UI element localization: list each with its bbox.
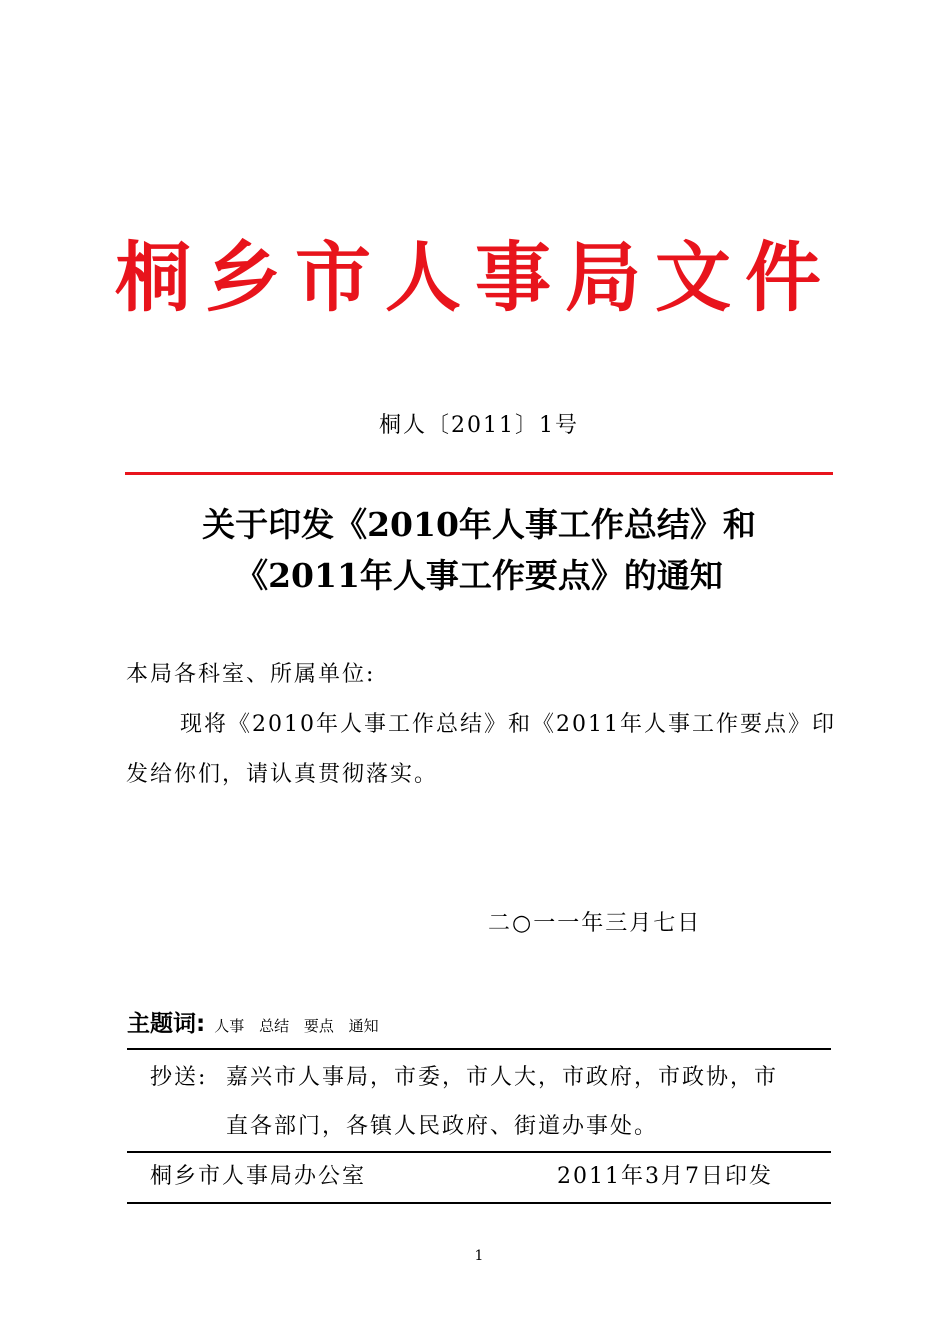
notice-title-line-1: 关于印发《2010年人事工作总结》和 [202, 505, 756, 544]
print-date: 2011年3月7日印发 [557, 1164, 773, 1189]
page-number: 1 [474, 1248, 484, 1264]
document-number: 桐人〔2011〕1号 [379, 413, 579, 438]
red-separator-line [125, 472, 833, 475]
issuing-office: 桐乡市人事局办公室 [150, 1164, 367, 1189]
keywords-terms: 人事 总结 要点 通知 [214, 1017, 379, 1035]
body-paragraph-line-1: 现将《2010年人事工作总结》和《2011年人事工作要点》印 [180, 712, 836, 737]
footer-rule-top [127, 1048, 831, 1050]
notice-title-line-2: 《2011年人事工作要点》的通知 [235, 556, 723, 595]
footer-rule-middle [127, 1151, 831, 1153]
keywords-label: 主题词: [127, 1011, 206, 1037]
document-issuer-title: 桐乡市人事局文件 [115, 233, 835, 322]
salutation: 本局各科室、所属单位: [126, 662, 376, 687]
cc-label: 抄送: [150, 1065, 208, 1090]
body-paragraph-line-2: 发给你们，请认真贯彻落实。 [126, 762, 439, 787]
cc-recipients-line-2: 直各部门，各镇人民政府、街道办事处。 [226, 1114, 659, 1139]
footer-rule-bottom [127, 1202, 831, 1204]
cc-recipients-line-1: 嘉兴市人事局，市委，市人大，市政府，市政协，市 [226, 1065, 779, 1090]
document-date: 二○一一年三月七日 [488, 911, 702, 936]
subject-keywords [127, 1006, 379, 1044]
